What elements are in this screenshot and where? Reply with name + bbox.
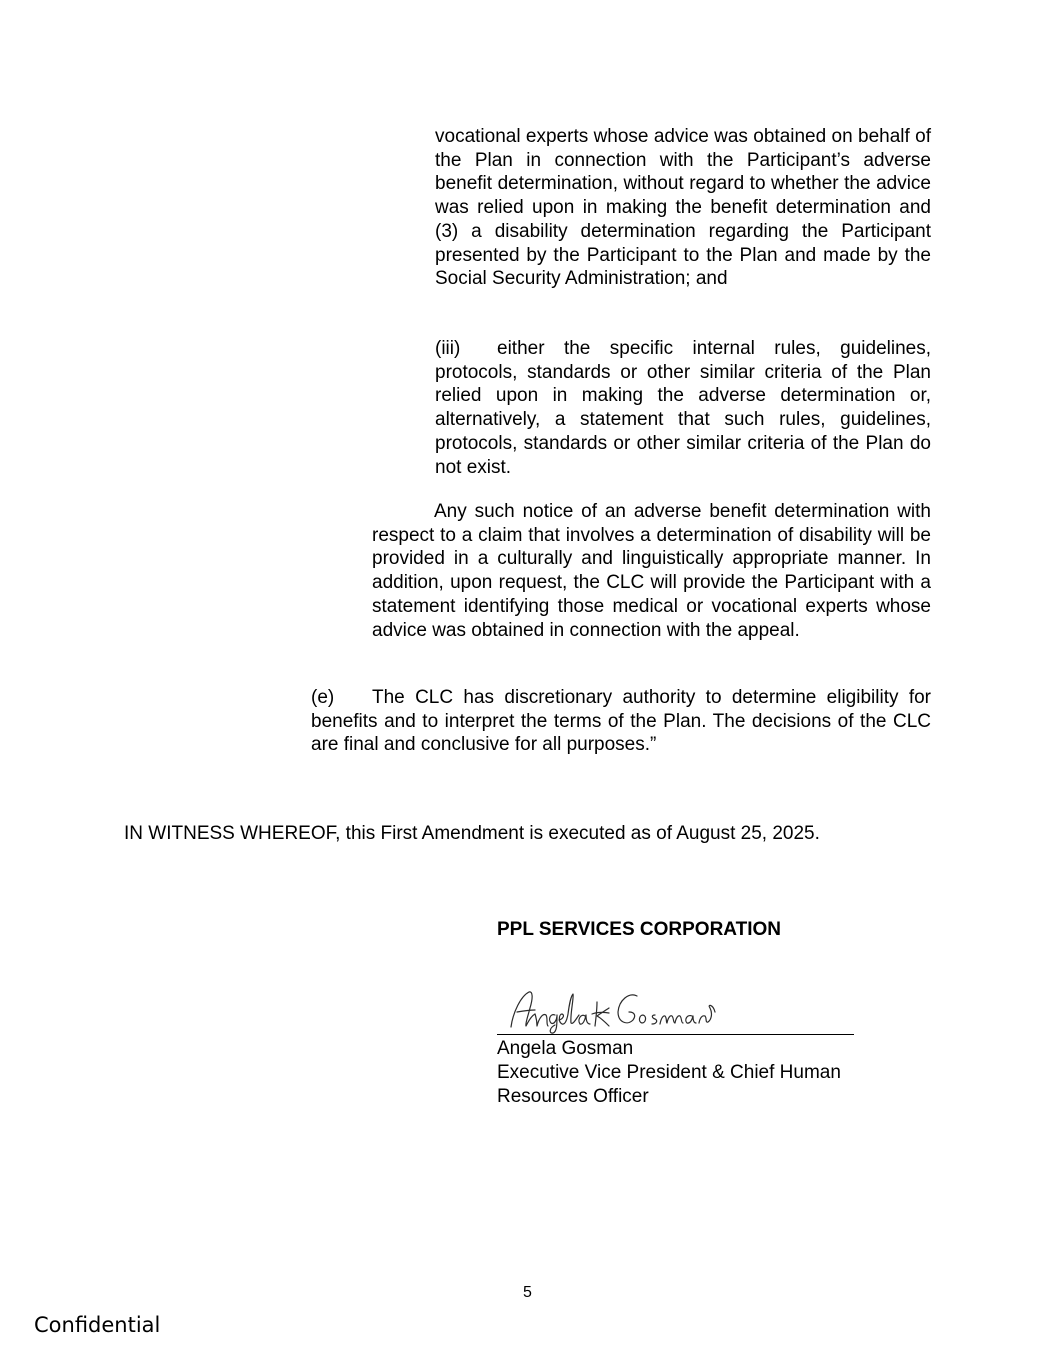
company-name: PPL SERVICES CORPORATION [497, 919, 781, 940]
paragraph-iii [435, 337, 931, 479]
signature-line [497, 1034, 854, 1035]
item-text-iii: either the specific internal rules, guidelines, protocols, standards or other similar criteria of the Plan relied upon in making the adverse determination or, alternatively, a statement that such rules, guidelines, protocols, standards or other similar criteria of the Plan do not exist. [435, 338, 931, 478]
paragraph-vocational-experts: vocational experts whose advice was obtained on behalf of the Plan in connection with the Participant’s adverse benefit determination, without regard to whether the advice was relied upon in making the benefit determination and (3) a disability determination regarding the Participant presented by the Participant to the Plan and made by the Social Security Administration; and [435, 126, 931, 290]
item-text-e: The CLC has discretionary authority to determine eligibility for benefits and to interpret the terms of the Plan. The decisions of the CLC are final and conclusive for all purposes.” [311, 687, 931, 756]
signer-details [497, 1037, 841, 1109]
page-number: 5 [523, 1284, 532, 1301]
paragraph-notice: Any such notice of an adverse benefit determination with respect to a claim that involves a determination of disability will be provided in a culturally and linguistically appropriate manner. In addition, upon request, the CLC will provide the Participant with a statement identifying those medical or vocational experts whose advice was obtained in connection with the appeal. [372, 501, 931, 641]
item-label-e: (e) [311, 687, 335, 708]
confidential-label: Confidential [34, 1313, 161, 1337]
signer-title-line-1: Executive Vice President & Chief Human [497, 1062, 841, 1083]
handwritten-signature [497, 982, 853, 1034]
witness-clause: IN WITNESS WHEREOF, this First Amendment is executed as of August 25, 2025. [124, 823, 820, 844]
paragraph-e [311, 686, 931, 757]
signer-title-line-2: Resources Officer [497, 1086, 649, 1107]
item-label-iii: (iii) [435, 338, 461, 359]
signer-name: Angela Gosman [497, 1038, 634, 1059]
